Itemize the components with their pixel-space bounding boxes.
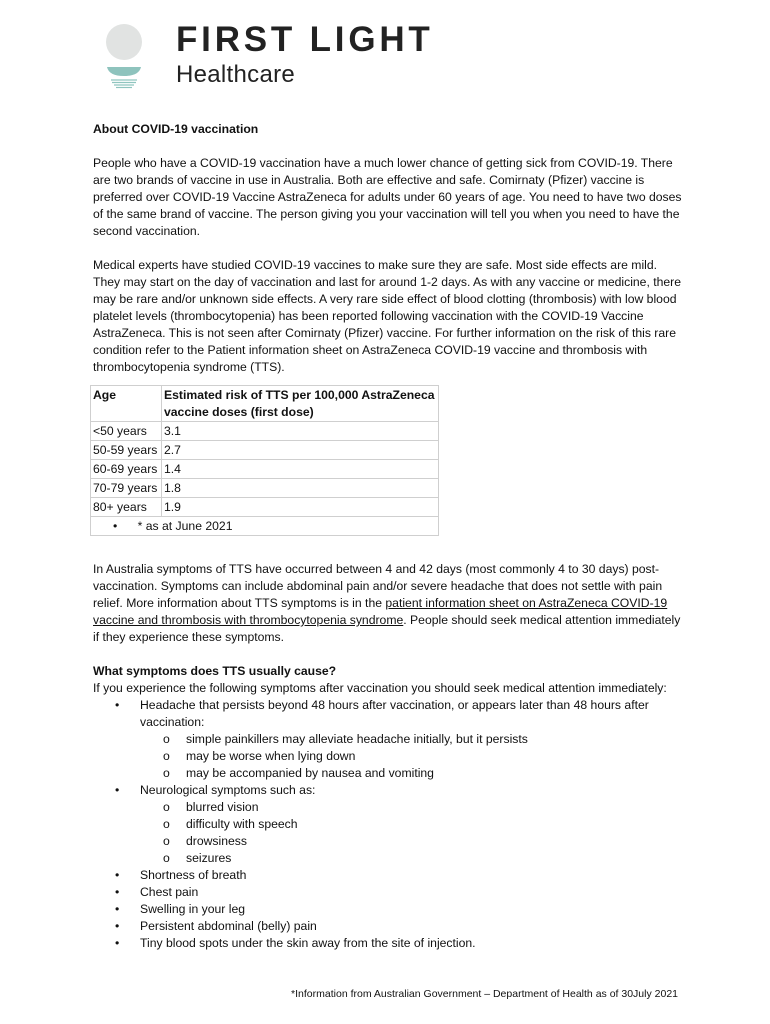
bullet-icon: • [115, 902, 120, 916]
section-heading-symptoms: What symptoms does TTS usually cause? [93, 664, 337, 678]
table-note [91, 517, 439, 536]
neuro-sublist [140, 799, 683, 867]
logo-sun-circle [106, 24, 142, 60]
list-item [140, 850, 683, 867]
table-cell-age: <50 years [91, 422, 162, 441]
symptom-breath: Shortness of breath [140, 868, 247, 882]
table-header-age: Age [91, 386, 162, 422]
table-cell-risk: 1.9 [162, 498, 439, 517]
tts-onset-text-start: In Australia symptoms of TTS have occurred between 4 and 42 days (most commonly 4 to 30 days) post-vaccination. Symptoms can include abdominal pain and/or severe headache that does not settle with pain relief. More information about TTS symptoms is in the [93, 562, 663, 610]
sub-item-text: difficulty with speech [186, 817, 298, 831]
headache-sublist [140, 731, 683, 782]
paragraph-tts-onset [93, 561, 683, 646]
sub-item-text: drowsiness [186, 834, 247, 848]
list-item [93, 697, 683, 782]
table-cell-age: 60-69 years [91, 460, 162, 479]
symptoms-intro: If you experience the following symptoms after vaccination you should seek medical attention immediately: [93, 681, 667, 695]
list-item [140, 765, 683, 782]
list-item [93, 935, 683, 952]
sub-bullet-icon: o [163, 800, 170, 814]
sub-item-text: may be accompanied by nausea and vomiting [186, 766, 434, 780]
symptom-chest: Chest pain [140, 885, 199, 899]
symptom-blood-spots: Tiny blood spots under the skin away from the site of injection. [140, 936, 476, 950]
table-cell-age: 80+ years [91, 498, 162, 517]
symptom-leg: Swelling in your leg [140, 902, 246, 916]
table-cell-risk: 1.8 [162, 479, 439, 498]
tts-onset-text-end: . People should seek medical attention immediately if they experience these symptoms. [93, 613, 681, 644]
list-item [140, 816, 683, 833]
list-item [93, 901, 683, 918]
patient-info-sheet-link[interactable]: patient information sheet on AstraZeneca COVID-19 vaccine and thrombosis with thrombocytopenia syndrome [93, 596, 668, 627]
table-cell-risk: 2.7 [162, 441, 439, 460]
list-item [140, 731, 683, 748]
table-cell-age: 70-79 years [91, 479, 162, 498]
bullet-icon: • [115, 783, 120, 797]
sub-item-text: seizures [186, 851, 232, 865]
list-item [140, 799, 683, 816]
table-cell-age: 50-59 years [91, 441, 162, 460]
paragraph-side-effects: Medical experts have studied COVID-19 vaccines to make sure they are safe. Most side effects are mild. They may start on the day of vaccination and last for around 1-2 days. As with any vaccine or medicine, there may be rare and/or unknown side effects. A very rare side effect of blood clotting (thrombosis) with low blood platelet levels (thrombocytopenia) has been reported following vaccination with the COVID-19 Vaccine AstraZeneca. This is not seen after Comirnaty (Pfizer) vaccine. For further information on the risk of this rare condition refer to the Patient information sheet on AstraZeneca COVID-19 vaccine and thrombosis with thrombocytopenia syndrome (TTS). [93, 258, 682, 374]
sub-bullet-icon: o [163, 834, 170, 848]
table-row [91, 498, 439, 517]
brand-title: FIRST LIGHT [176, 20, 434, 59]
symptom-neurological: Neurological symptoms such as: [140, 783, 316, 797]
symptom-abdominal: Persistent abdominal (belly) pain [140, 919, 317, 933]
bullet-icon: • [115, 885, 120, 899]
list-item [140, 748, 683, 765]
list-item [93, 884, 683, 901]
section-heading-about: About COVID-19 vaccination [93, 122, 259, 136]
bullet-icon: • [115, 698, 120, 712]
sub-bullet-icon: o [163, 732, 170, 746]
table-note-row [91, 517, 439, 536]
sub-bullet-icon: o [163, 817, 170, 831]
list-item [93, 918, 683, 935]
sub-item-text: may be worse when lying down [186, 749, 356, 763]
document-body [93, 121, 683, 952]
symptoms-list [93, 697, 683, 952]
symptom-headache: Headache that persists beyond 48 hours after vaccination, or appears later than 48 hours after vaccination: [140, 698, 649, 729]
bullet-icon: • [115, 936, 120, 950]
sub-bullet-icon: o [163, 766, 170, 780]
first-light-logo-icon [104, 24, 146, 90]
list-item [93, 867, 683, 884]
table-cell-risk: 3.1 [162, 422, 439, 441]
table-cell-risk: 1.4 [162, 460, 439, 479]
sub-bullet-icon: o [163, 749, 170, 763]
table-row [91, 441, 439, 460]
table-note-text: * as at June 2021 [137, 519, 233, 533]
list-item [140, 833, 683, 850]
logo-horizon-bowl [107, 67, 141, 76]
table-header-risk: Estimated risk of TTS per 100,000 AstraZeneca vaccine doses (first dose) [162, 386, 439, 422]
sub-item-text: blurred vision [186, 800, 259, 814]
list-item [93, 782, 683, 867]
footer-source-note: *Information from Australian Government – Department of Health as of 30July 2021 [291, 988, 678, 1000]
brand-subtitle: Healthcare [176, 61, 296, 88]
sub-item-text: simple painkillers may alleviate headache initially, but it persists [186, 732, 528, 746]
table-header-row [91, 386, 439, 422]
tts-risk-table [90, 385, 439, 536]
sub-bullet-icon: o [163, 851, 170, 865]
paragraph-about-vaccination: People who have a COVID-19 vaccination have a much lower chance of getting sick from COVID-19. There are two brands of vaccine in use in Australia. Both are effective and safe. Comirnaty (Pfizer) vaccine is preferred over COVID-19 Vaccine AstraZeneca for adults under 60 years of age. You need to have two doses of the same brand of vaccine. The person giving you your vaccination will tell you when you need to have the second vaccination. [93, 156, 682, 238]
table-row [91, 460, 439, 479]
bullet-icon: • [115, 868, 120, 882]
bullet-icon: • [115, 919, 120, 933]
table-row [91, 422, 439, 441]
table-row [91, 479, 439, 498]
bullet-icon: • [113, 519, 118, 533]
